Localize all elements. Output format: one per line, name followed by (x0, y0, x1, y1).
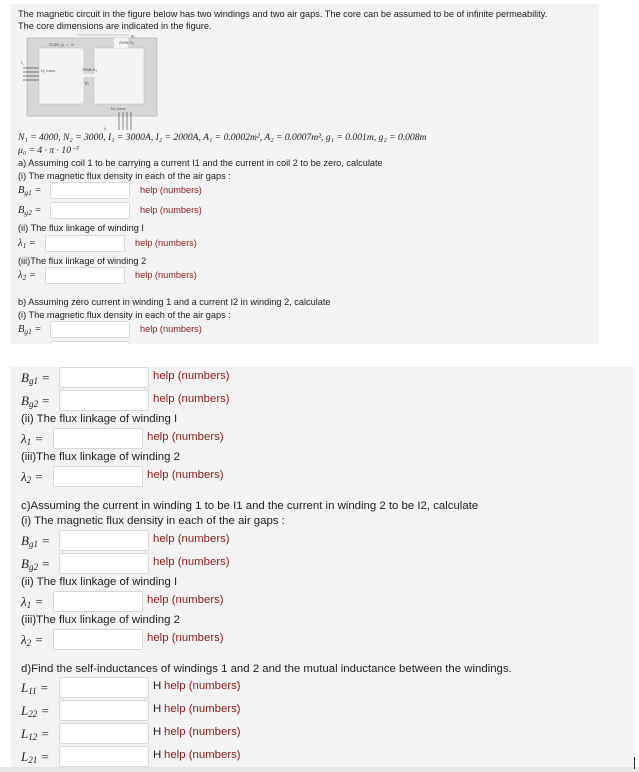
part-a-bg2-input[interactable] (50, 202, 130, 219)
part-c-lambda2-help-link[interactable]: help (numbers) (147, 632, 224, 644)
part-b-q1: (i) The magnetic flux density in each of the air gaps : (18, 310, 231, 320)
part-d-l12-input[interactable] (59, 723, 149, 744)
part-c-q1: (i) The magnetic flux density in each of the air gaps : (21, 515, 285, 527)
part-a-lambda2-help-link[interactable]: help (numbers) (135, 270, 197, 280)
part-b-bg1-help-link[interactable]: help (numbers) (153, 370, 230, 382)
part-c-lambda1-help-link[interactable]: help (numbers) (147, 594, 224, 606)
l22-unit: H (153, 703, 162, 715)
bg2-label: $B_{g2}$ = (21, 393, 51, 409)
question-panel-top (11, 4, 599, 344)
part-a-q2: (ii) The flux linkage of winding I (18, 223, 144, 233)
question-panel-bottom (11, 367, 635, 772)
part-c-bg2-help-link[interactable]: help (numbers) (153, 556, 230, 568)
part-b-lambda2-input[interactable] (53, 466, 143, 487)
l11-label: $L_{11}$ = (21, 680, 49, 696)
intro-line-1: The magnetic circuit in the figure below has two windings and two air gaps. The core can be assumed to be of infinite permeability. (18, 9, 548, 19)
part-b-bg1-input[interactable] (59, 367, 149, 388)
l11-unit: H (153, 680, 162, 692)
part-c-bg1-help-link[interactable]: help (numbers) (153, 533, 230, 545)
bg1-label: $B_{g1}$ = (21, 533, 51, 549)
part-b-lambda1-help-link[interactable]: help (numbers) (147, 431, 224, 443)
part-a-lambda2-input[interactable] (45, 267, 125, 284)
bg2-label: $B_{g2}$ = (21, 556, 51, 572)
figure-label-n2: N₂ turns (111, 106, 126, 111)
part-c-lambda2-input[interactable] (53, 629, 143, 650)
part-b-title: b) Assuming zero current in winding 1 and a current I2 in winding 2, calculate (18, 297, 331, 307)
figure-label-i1: i₁ (21, 60, 24, 65)
part-b-lambda1-input[interactable] (53, 428, 143, 449)
part-b-bg2-help-link[interactable]: help (numbers) (153, 393, 230, 405)
part-b-bg1-input-top[interactable] (50, 321, 130, 338)
part-d-l11-input[interactable] (59, 677, 149, 698)
figure-label-n1: N₁ turns (41, 68, 56, 73)
figure-label-area2: Area A₂ (119, 40, 135, 45)
part-d-l22-help-link[interactable]: help (numbers) (164, 703, 241, 715)
part-c-q3: (iii)The flux linkage of winding 2 (21, 614, 180, 626)
lambda1-label: $\lambda_1$ = (21, 431, 44, 447)
magnetic-circuit-figure (19, 34, 159, 134)
part-b-bg1-help-link-top[interactable]: help (numbers) (140, 324, 202, 334)
part-c-lambda1-input[interactable] (53, 591, 143, 612)
screenshot-separator (0, 344, 639, 367)
l12-unit: H (153, 726, 162, 738)
figure-label-g1: g₁ (85, 80, 90, 85)
bottom-scroll-edge (0, 767, 639, 772)
part-b-lambda2-help-link[interactable]: help (numbers) (147, 469, 224, 481)
mu0-line: μ₀ = 4 · π · 10⁻⁷ (18, 145, 80, 156)
parameters-line: N₁ = 4000, N₂ = 3000, I₁ = 3000A, I₂ = 2000A, A₁ = 0.0002m², A₂ = 0.0007m², g₁ = 0.001m, g₂ = 0.008m (18, 132, 427, 143)
l21-label: $L_{21}$ = (21, 749, 50, 765)
part-b-q2: (ii) The flux linkage of winding I (21, 413, 178, 425)
part-c-q2: (ii) The flux linkage of winding I (21, 576, 178, 588)
l12-label: $L_{12}$ = (21, 726, 50, 742)
l22-label: $L_{22}$ = (21, 703, 50, 719)
lambda1-label: $\lambda_1$ = (18, 238, 36, 250)
bg1-label: $B_{g1}$ = (18, 185, 42, 197)
part-a-lambda1-input[interactable] (45, 235, 125, 252)
bg1-label: $B_{g1}$ = (21, 370, 51, 386)
part-a-bg1-input[interactable] (50, 182, 130, 199)
part-b-q3: (iii)The flux linkage of winding 2 (21, 451, 180, 463)
intro-line-2: The core dimensions are indicated in the figure. (18, 21, 212, 31)
part-a-title: a) Assuming coil 1 to be carrying a current I1 and the current in coil 2 to be zero, calculate (18, 158, 383, 168)
part-c-title: c)Assuming the current in winding 1 to be I1 and the current in winding 2 to be I2, calculate (21, 500, 479, 512)
part-d-l22-input[interactable] (59, 700, 149, 721)
part-a-bg1-help-link[interactable]: help (numbers) (140, 185, 202, 195)
lambda2-label: $\lambda_2$ = (21, 632, 44, 648)
part-d-l12-help-link[interactable]: help (numbers) (164, 726, 241, 738)
part-d-l21-help-link[interactable]: help (numbers) (164, 749, 241, 761)
figure-label-g2: g₂ (131, 34, 135, 38)
part-a-lambda1-help-link[interactable]: help (numbers) (135, 238, 197, 248)
part-b-bg2-input[interactable] (59, 390, 149, 411)
bg1-label: $B_{g1}$ = (18, 324, 42, 336)
part-a-q1: (i) The magnetic flux density in each of the air gaps : (18, 171, 231, 181)
part-a-q3: (iii)The flux linkage of winding 2 (18, 256, 147, 266)
part-c-bg1-input[interactable] (59, 530, 149, 551)
part-a-bg2-help-link[interactable]: help (numbers) (140, 205, 202, 215)
figure-label-core: Core, μ → ∞ (49, 42, 75, 47)
lambda2-label: $\lambda_2$ = (21, 469, 44, 485)
bg2-label: $B_{g2}$ = (18, 205, 42, 217)
part-c-bg2-input[interactable] (59, 553, 149, 574)
part-d-title: d)Find the self-inductances of windings 1 and 2 and the mutual inductance between the windings. (21, 663, 512, 675)
lambda1-label: $\lambda_1$ = (21, 594, 44, 610)
part-d-l11-help-link[interactable]: help (numbers) (164, 680, 241, 692)
part-d-l21-input[interactable] (59, 746, 149, 767)
figure-label-area1: Area A₁ (82, 67, 98, 72)
text-cursor (634, 757, 635, 769)
l21-unit: H (153, 749, 162, 761)
lambda2-label: $\lambda_2$ = (18, 270, 36, 282)
figure-label-i2: i₂ (104, 126, 107, 131)
